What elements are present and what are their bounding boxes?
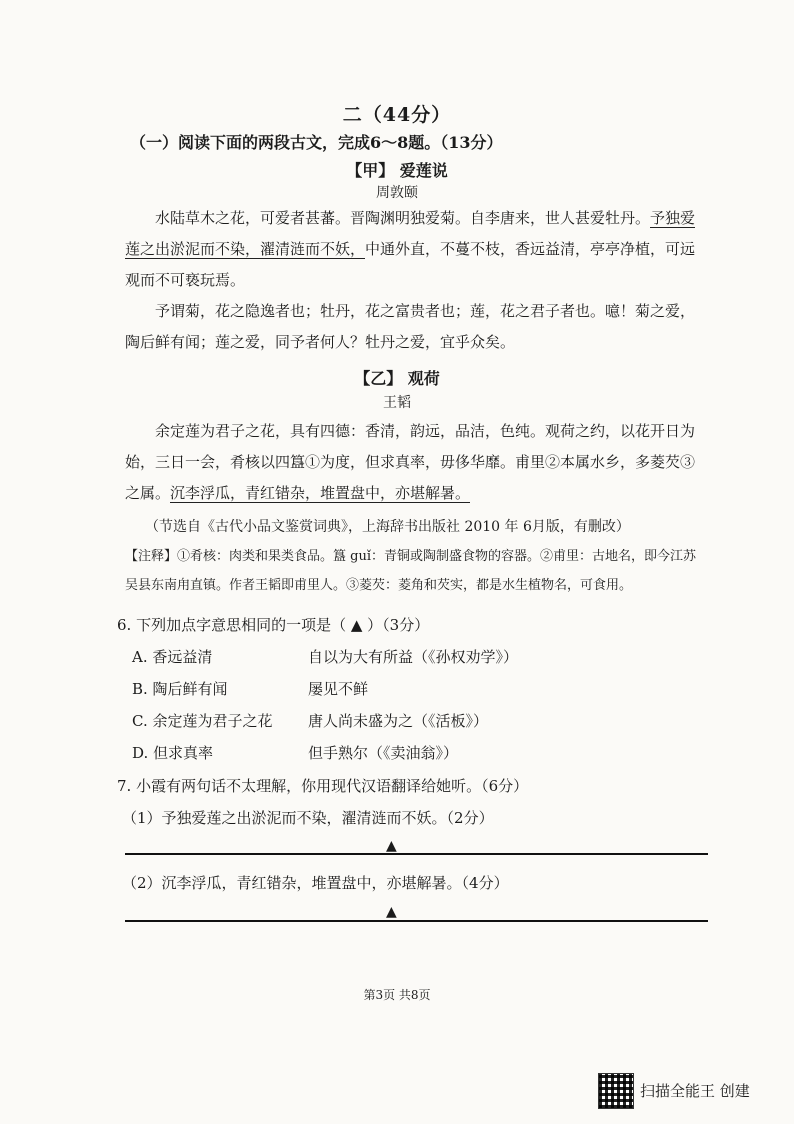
text-a-paragraph-2: 予谓菊，花之隐逸者也；牡丹，花之富贵者也；莲，花之君子者也。噫！菊之爱，陶后鲜有闻；莲之爱，同予者何人？牡丹之爱，宜乎众矣。 [125, 302, 696, 351]
text-b-source: （节选自《古代小品文鉴赏词典》，上海辞书出版社 2010 年 6月版，有删改） [145, 519, 630, 535]
text-a-author: 周敦颐 [376, 185, 418, 201]
text-a-p1-before: 水陆草木之花，可爱者甚蕃。晋陶渊明独爱菊。自李唐来，世人甚爱牡丹。 [155, 209, 651, 227]
text-b-p1-before: 余定莲为君子之花，具有四德：香清，韵远，品洁，色纯。观荷之约，以花开日为始，三日一会，肴核以四簋①为度，但求真率，毋侈华靡。甫里②本属水乡，多菱芡③之属。 [125, 422, 696, 502]
q6-option-c-left: C. 余定莲为君子之花 [132, 712, 273, 730]
answer-line-2[interactable] [125, 920, 708, 922]
text-b-label: 【乙】 观荷 [354, 369, 440, 388]
part-title: 二（44分） [342, 104, 452, 126]
answer-line-1[interactable] [125, 853, 708, 855]
page-footer: 第3页 共8页 [363, 988, 431, 1002]
text-a-paragraph-1 [125, 203, 700, 296]
section-heading: （一）阅读下面的两段古文，完成6～8题。（13分） [130, 133, 503, 152]
text-b-p1-underlined: 沉李浮瓜，青红错杂，堆置盘中，亦堪解暑。 [170, 484, 471, 502]
q7-stem: 7. 小霞有两句话不太理解，你用现代汉语翻译给她听。（6分） [117, 777, 529, 795]
q6-stem: 6. 下列加点字意思相同的一项是（ ▲ ）（3分） [117, 616, 430, 634]
qr-code-icon [598, 1073, 634, 1109]
text-b-author: 王韬 [383, 395, 411, 411]
q7-sub1: （1）予独爱莲之出淤泥而不染，濯清涟而不妖。（2分） [122, 809, 494, 827]
q6-option-d-left: D. 但求真率 [132, 744, 214, 762]
text-a-label: 【甲】 爱莲说 [346, 161, 448, 180]
q6-option-b-right: 屡见不鲜 [308, 680, 369, 698]
q6-option-d-right: 但手熟尔（《卖油翁》） [308, 744, 459, 762]
text-a-p1-after: 中通外直，不蔓不枝，香远益清，亭亭净植，可远观而不可亵玩焉。 [125, 240, 696, 289]
text-a-p1-underlined: 予独爱莲之出淤泥而不染，濯清涟而不妖， [125, 209, 696, 258]
q6-option-a-right: 自以为大有所益（《孙权劝学》） [308, 648, 519, 666]
q6-option-a-left: A. 香远益清 [132, 648, 213, 666]
scanner-watermark: 扫描全能王 创建 [640, 1082, 750, 1100]
text-b-paragraph-1 [125, 416, 700, 509]
annotations: 【注释】①肴核：肉类和果类食品。簋 guǐ：青铜或陶制盛食物的容器。②甫里：古地名，即今江苏吴县东南甪直镇。作者王韬即甫里人。③菱芡：菱角和芡实，都是水生植物名，可食用。 [125, 549, 696, 593]
q7-sub2: （2）沉李浮瓜，青红错杂，堆置盘中，亦堪解暑。（4分） [122, 874, 509, 892]
q6-option-b-left: B. 陶后鲜有闻 [132, 680, 228, 698]
answer-mark-1: ▲ [386, 838, 397, 854]
answer-mark-2: ▲ [386, 904, 397, 920]
q6-option-c-right: 唐人尚未盛为之（《活板》） [308, 712, 489, 730]
